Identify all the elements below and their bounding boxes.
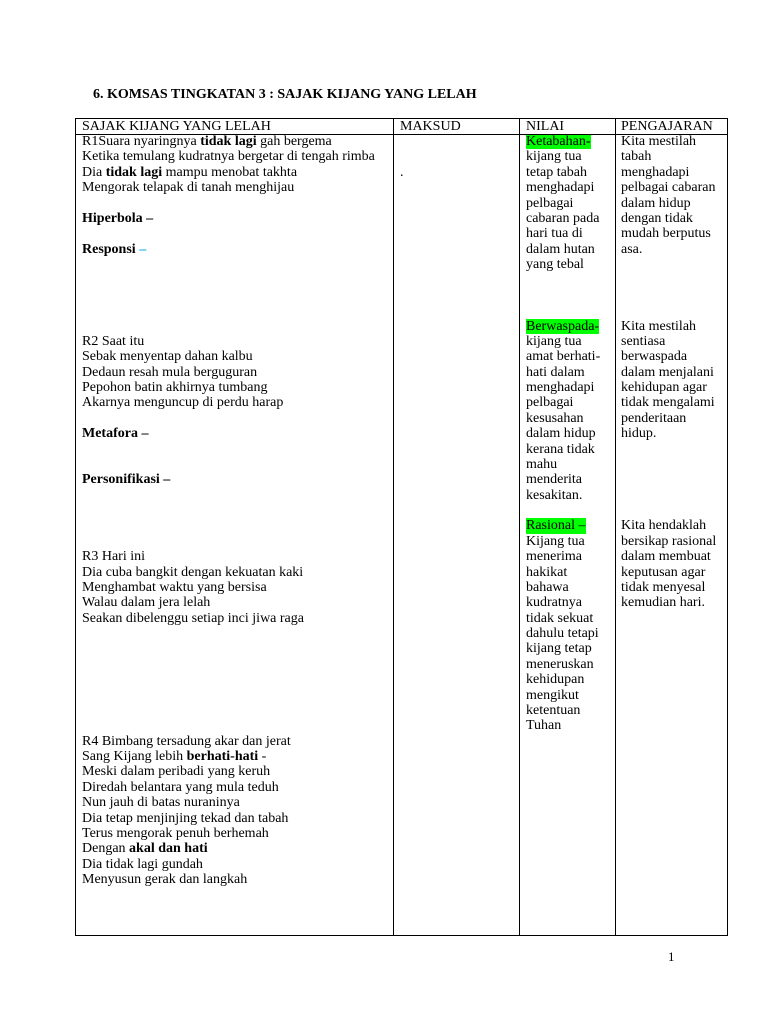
maksud-text (400, 165, 404, 180)
text-line: Dia tidak lagi gundah (82, 856, 203, 872)
text-line: dahulu tetapi (526, 626, 599, 641)
text-run: Dengan (82, 841, 130, 857)
text-line: bersikap rasional (621, 533, 717, 549)
text-line: kemudian hari. (621, 595, 705, 611)
stanza-r4 (82, 734, 291, 888)
text-line: menghadapi (526, 180, 595, 196)
text-line: menerima (526, 549, 582, 565)
text-line: bahawa (526, 579, 569, 595)
pengajaran-2 (621, 319, 715, 442)
text-run: R1Suara nyaringnya (82, 134, 201, 149)
nilai-description (526, 534, 599, 734)
text-line: Walau dalam jera lelah (82, 595, 211, 611)
bold-text-run: – (139, 241, 147, 257)
pengajaran-1 (621, 134, 715, 257)
text-line: tidak sekuat (526, 610, 594, 626)
stanza-r3 (82, 549, 304, 626)
text-line: tetap tabah (526, 164, 588, 180)
page-title: 6. KOMSAS TINGKATAN 3 : SAJAK KIJANG YANG LELAH (93, 87, 477, 102)
text-line: dalam hidup (621, 195, 691, 211)
text-line: tidak mengalami (621, 395, 715, 411)
bold-text-run: Hiperbola – (82, 210, 154, 226)
maksud-column (393, 134, 520, 936)
text-line: Diredah belantara yang mula teduh (82, 779, 279, 795)
note-hiperbola (82, 211, 153, 226)
text-line: berwaspada (621, 349, 688, 365)
text-line: Menyusun gerak dan langkah (82, 872, 248, 887)
bold-text-run: tidak lagi (105, 164, 163, 180)
text-line: kehidupan agar (621, 380, 707, 395)
text-line: asa. (621, 241, 643, 257)
text-line: Menghambat waktu yang bersisa (82, 579, 267, 595)
text-line (82, 841, 291, 856)
text-line: Mengorak telapak di tanah menghijau (82, 180, 295, 196)
text-line: sentiasa (621, 333, 666, 349)
text-line: Nun jauh di batas nuraninya (82, 795, 240, 811)
text-line (82, 426, 148, 441)
text-line: Kita hendaklah (621, 518, 707, 534)
note-responsi (82, 242, 146, 257)
nilai-label-line (526, 134, 599, 149)
text-line: pelbagai cabaran (621, 180, 716, 196)
text-line: Akarnya menguncup di perdu harap (82, 395, 284, 411)
text-line: dalam hutan (526, 241, 595, 257)
nilai-label-highlight: Berwaspada- (526, 318, 600, 334)
text-line: kudratnya (526, 595, 582, 611)
text-line: kijang tua (526, 333, 582, 349)
text-line: dengan tidak (621, 210, 693, 226)
pengajaran-column (615, 134, 728, 936)
text-line: kijang tua (526, 149, 582, 165)
text-line: Kijang tua (526, 533, 585, 549)
stanza-r1 (82, 134, 375, 196)
text-line: dalam hidup (526, 426, 596, 442)
text-line: Terus mengorak penuh berhemah (82, 825, 269, 841)
bold-text-run: Personifikasi – (82, 472, 171, 488)
text-line: pelbagai (526, 195, 574, 211)
stanza-r2 (82, 334, 283, 411)
text-run: Dia (82, 164, 106, 180)
text-line: R3 Hari ini (82, 549, 145, 565)
text-line: hakikat (526, 564, 568, 580)
text-line: Kita mestilah (621, 134, 697, 149)
text-line: yang tebal (526, 257, 584, 272)
text-line: keputusan agar (621, 564, 706, 580)
text-line: menghadapi (526, 380, 595, 395)
text-line: Kita mestilah (621, 318, 697, 334)
text-line (82, 211, 153, 226)
text-line: kesusahan (526, 410, 584, 426)
note-metafora (82, 426, 148, 441)
text-line: mudah berputus (621, 226, 711, 242)
text-line: dalam membuat (621, 549, 711, 565)
text-line: menghadapi (621, 164, 690, 180)
pengajaran-3 (621, 518, 716, 610)
text-line: ketentuan (526, 702, 581, 718)
bold-text-run: akal dan hati (129, 841, 208, 857)
text-line: hidup. (621, 426, 657, 442)
header-maksud: MAKSUD (393, 118, 520, 135)
bold-text-run: tidak lagi (200, 134, 257, 149)
text-line: tabah (621, 149, 652, 165)
text-line: Dedaun resah mula berguguran (82, 364, 258, 380)
text-line: Tuhan (526, 718, 562, 734)
text-line: R2 Saat itu (82, 333, 145, 349)
text-line: Meski dalam peribadi yang keruh (82, 764, 271, 780)
bold-text-run: Responsi (82, 241, 140, 257)
text-line (82, 165, 375, 180)
nilai-rasional (526, 518, 599, 733)
text-line: Sebak menyentap dahan kalbu (82, 349, 253, 365)
bold-text-run: berhati-hati (186, 749, 259, 764)
nilai-berwaspada (526, 319, 600, 504)
text-line (82, 472, 170, 487)
text-line: Pepohon batin akhirnya tumbang (82, 380, 268, 395)
text-line: . (400, 164, 404, 180)
nilai-description (526, 334, 600, 503)
nilai-label-line (526, 518, 599, 533)
sajak-column (75, 134, 394, 936)
text-run: Sang Kijang lebih (82, 749, 187, 764)
text-run: - (258, 749, 267, 764)
nilai-description (526, 149, 599, 272)
text-line: mahu (526, 456, 558, 472)
header-pengajaran: PENGAJARAN (615, 118, 728, 135)
text-line: kehidupan (526, 672, 585, 688)
nilai-column (519, 134, 616, 936)
text-line: tidak menyesal (621, 579, 706, 595)
text-line: penderitaan (621, 410, 687, 426)
text-line: mengikut (526, 687, 579, 703)
nilai-label-line (526, 319, 600, 334)
bold-text-run: Metafora – (82, 426, 149, 442)
text-line: hari tua di (526, 226, 583, 242)
nilai-ketabahan (526, 134, 599, 272)
text-line (82, 749, 291, 764)
text-line: Dia tetap menjinjing tekad dan tabah (82, 810, 289, 826)
note-personifikasi (82, 472, 170, 487)
text-line (82, 134, 375, 149)
text-run: gah bergema (256, 134, 332, 149)
text-run: mampu menobat takhta (162, 164, 298, 180)
text-line: cabaran pada (526, 210, 600, 226)
text-line: R4 Bimbang tersadung akar dan jerat (82, 733, 291, 749)
text-line: Dia cuba bangkit dengan kekuatan kaki (82, 564, 304, 580)
text-line: kerana tidak (526, 441, 595, 457)
text-line: dalam menjalani (621, 364, 714, 380)
text-line: Seakan dibelenggu setiap inci jiwa raga (82, 610, 304, 626)
header-nilai: NILAI (519, 118, 616, 135)
page-number: 1 (668, 949, 675, 964)
nilai-label-highlight: Ketabahan- (526, 134, 591, 149)
text-line: Ketika temulang kudratnya bergetar di tengah rimba (82, 149, 375, 165)
text-line: meneruskan (526, 656, 594, 672)
header-sajak: SAJAK KIJANG YANG LELAH (75, 118, 394, 135)
text-line: amat berhati- (526, 349, 601, 365)
text-line: kijang tetap (526, 641, 592, 657)
text-line (82, 242, 146, 257)
text-line: menderita (526, 472, 582, 488)
text-line: kesakitan. (526, 487, 583, 503)
nilai-label-highlight: Rasional – (526, 518, 586, 534)
text-line: pelbagai (526, 395, 574, 411)
text-line: hati dalam (526, 364, 585, 380)
